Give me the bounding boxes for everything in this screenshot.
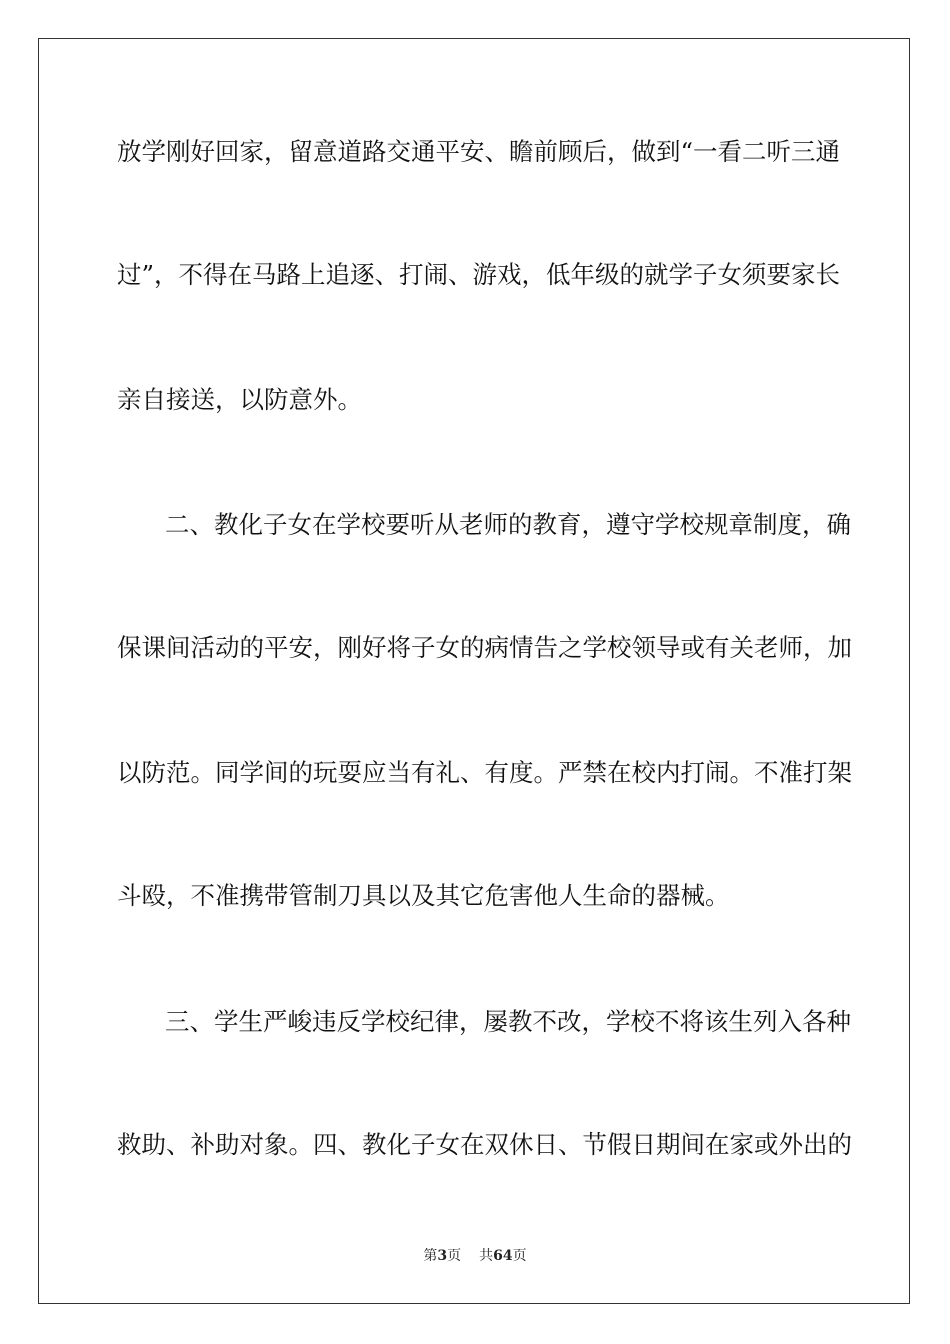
total-prefix: 共 — [479, 1248, 494, 1264]
page-footer — [0, 1247, 950, 1265]
text-line: 过”，不得在马路上追逐、打闹、游戏，低年级的就学子女须要家长 — [117, 260, 841, 289]
text-line: 救助、补助对象。四、教化子女在双休日、节假日期间在家或外出的 — [117, 1130, 852, 1159]
text-line: 保课间活动的平安，刚好将子女的病情告之学校领导或有关老师，加 — [117, 633, 852, 662]
paragraph-start-line: 二、教化子女在学校要听从老师的教育，遵守学校规章制度，确 — [165, 510, 851, 539]
page-suffix: 页 — [447, 1248, 462, 1264]
text-line: 斗殴，不准携带管制刀具以及其它危害他人生命的器械。 — [117, 881, 730, 910]
total-suffix: 页 — [512, 1248, 527, 1264]
text-line: 以防范。同学间的玩耍应当有礼、有度。严禁在校内打闹。不准打架 — [117, 758, 852, 787]
page-border — [38, 38, 910, 1304]
page-prefix: 第 — [423, 1248, 438, 1264]
current-page-number: 3 — [437, 1248, 448, 1264]
paragraph-start-line: 三、学生严峻违反学校纪律，屡教不改，学校不将该生列入各种 — [165, 1007, 851, 1036]
text-line: 亲自接送，以防意外。 — [117, 385, 362, 414]
total-pages-number: 64 — [493, 1248, 513, 1264]
text-line: 放学刚好回家，留意道路交通平安、瞻前顾后，做到“一看二听三通 — [117, 137, 841, 166]
